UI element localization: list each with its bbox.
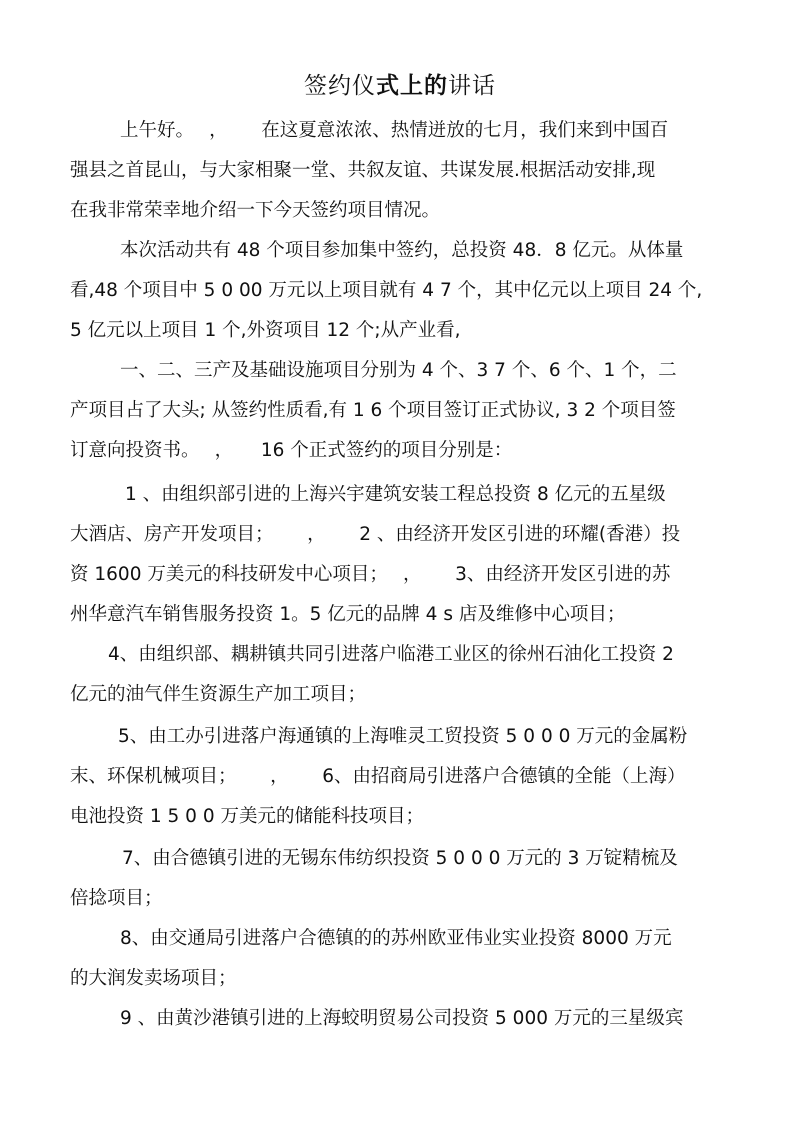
paragraph-line: 倍捻项目； [70,888,163,909]
paragraph-line: 本次活动共有 48 个项目参加集中签约，总投资 48．8 亿元。从体量 [120,240,684,261]
paragraph-line: 强县之首昆山，与大家相聚一堂、共叙友谊、共谋发展.根据活动安排,现 [70,160,656,181]
paragraph-line: 的大润发卖场项目； [70,968,237,989]
paragraph-line: 州华意汽车销售服务投资 1。5 亿元的品牌 4 s 店及维修中心项目； [70,604,626,625]
paragraph-line: 电池投资 1 5 0 0 万美元的储能科技项目； [70,806,424,827]
paragraph-line: 9 、由黄沙港镇引进的上海蛟明贸易公司投资 5 000 万元的三星级宾 [120,1008,684,1029]
paragraph-line: 4、由组织部、耦耕镇共同引进落户临港工业区的徐州石油化工投资 2 [108,644,674,665]
paragraph-line: 资 1600 万美元的科技研发中心项目； ， 3、由经济开发区引进的苏 [70,564,671,585]
title-part-bold: 式上的 [376,73,448,99]
paragraph-line: 亿元的油气伴生资源生产加工项目； [70,684,367,705]
title-part-tail: 讲话 [448,73,496,99]
paragraph-line: 8、由交通局引进落户合德镇的的苏州欧亚伟业实业投资 8000 万元 [120,928,672,949]
paragraph-line: 5、由工办引进落户海通镇的上海唯灵工贸投资 5 0 0 0 万元的金属粉 [118,726,688,747]
paragraph-line: 一、二、三产及基础设施项目分别为 4 个、3 7 个、6 个、1 个，二 [120,360,677,381]
document-title [0,70,800,102]
paragraph-line: 1 、由组织部引进的上海兴宇建筑安装工程总投资 8 亿元的五星级 [125,484,666,505]
paragraph-line: 看,48 个项目中 5 0 00 万元以上项目就有 4 7 个，其中亿元以上项目 24 个, [70,280,703,301]
paragraph-line: 7、由合德镇引进的无锡东伟纺织投资 5 0 0 0 万元的 3 万锭精梳及 [122,848,678,869]
paragraph-line: 5 亿元以上项目 1 个,外资项目 12 个;从产业看, [70,320,461,341]
paragraph-line: 产项目占了大头; 从签约性质看,有 1 6 个项目签订正式协议, 3 2 个项目签 [70,400,676,421]
title-part-normal: 签约仪 [304,73,376,99]
paragraph-line: 订意向投资书。 ， 16 个正式签约的项目分别是： [70,440,513,461]
paragraph-line: 在我非常荣幸地介绍一下今天签约项目情况。 [70,200,441,221]
paragraph-line: 大酒店、房产开发项目； ， 2 、由经济开发区引进的环耀(香港）投 [70,524,681,545]
paragraph-line: 上午好。 ， 在这夏意浓浓、热情迸放的七月，我们来到中国百 [120,120,669,141]
paragraph-line: 末、环保机械项目； ， 6、由招商局引进落户合德镇的全能（上海） [70,766,686,787]
